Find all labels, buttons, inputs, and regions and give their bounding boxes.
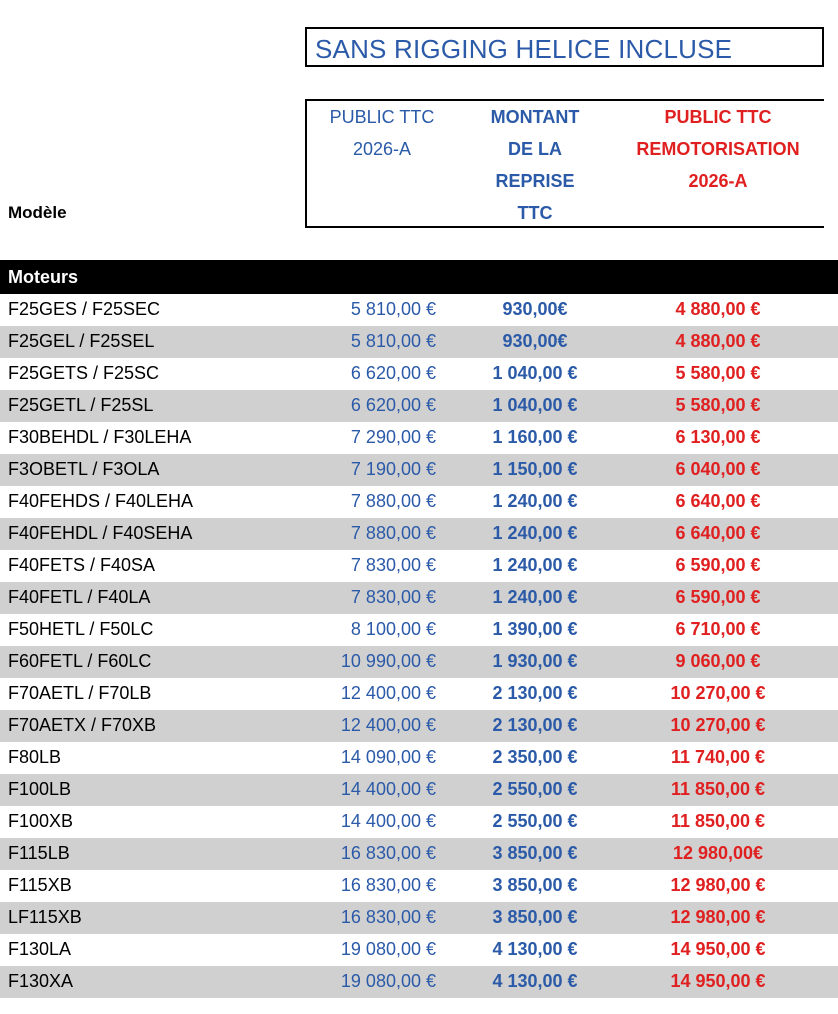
header-reprise-line: DE LA xyxy=(508,139,562,159)
model-cell: F60FETL / F60LC xyxy=(8,651,152,671)
table-row xyxy=(0,614,838,646)
remotorisation-price-cell: 6 040,00 € xyxy=(675,459,761,479)
reprise-amount-cell: 4 130,00 € xyxy=(492,939,578,959)
table-row xyxy=(0,742,838,774)
model-cell: F40FEHDL / F40SEHA xyxy=(8,523,193,543)
reprise-amount-cell: 2 550,00 € xyxy=(492,779,578,799)
remotorisation-price-cell: 11 850,00 € xyxy=(670,811,766,831)
remotorisation-price-cell: 5 580,00 € xyxy=(675,395,761,415)
remotorisation-price-cell: 6 590,00 € xyxy=(675,555,761,575)
table-row xyxy=(0,582,838,614)
public-price-cell: 7 880,00 € xyxy=(350,523,436,543)
model-cell: F25GEL / F25SEL xyxy=(8,331,155,351)
public-price-cell: 8 100,00 € xyxy=(350,619,436,639)
model-cell: F100XB xyxy=(8,811,74,831)
public-price-cell: 7 880,00 € xyxy=(350,491,436,511)
model-cell: F25GETS / F25SC xyxy=(8,363,160,383)
table-row xyxy=(0,710,838,742)
remotorisation-price-cell: 10 270,00 € xyxy=(670,715,766,735)
public-price-cell: 16 830,00 € xyxy=(340,875,436,895)
remotorisation-price-cell: 6 640,00 € xyxy=(675,523,761,543)
reprise-amount-cell: 2 350,00 € xyxy=(492,747,578,767)
table-row xyxy=(0,550,838,582)
public-price-cell: 12 400,00 € xyxy=(340,683,436,703)
reprise-amount-cell: 2 130,00 € xyxy=(492,683,578,703)
public-price-cell: 6 620,00 € xyxy=(350,363,436,383)
reprise-amount-cell: 1 930,00 € xyxy=(492,651,578,671)
remotorisation-price-cell: 9 060,00 € xyxy=(675,651,761,671)
public-price-cell: 7 190,00 € xyxy=(350,459,436,479)
header-public-line: PUBLIC TTC xyxy=(329,107,435,127)
table-row xyxy=(0,294,838,326)
public-price-cell: 19 080,00 € xyxy=(340,971,436,991)
header-remot-line: REMOTORISATION xyxy=(636,139,800,159)
model-cell: F100LB xyxy=(8,779,72,799)
model-cell: F25GES / F25SEC xyxy=(8,299,161,319)
section-title: Moteurs xyxy=(8,267,79,287)
model-cell: F70AETL / F70LB xyxy=(8,683,152,703)
reprise-amount-cell: 930,00€ xyxy=(502,299,568,319)
reprise-amount-cell: 930,00€ xyxy=(502,331,568,351)
model-cell: F50HETL / F50LC xyxy=(8,619,154,639)
model-cell: F40FETS / F40SA xyxy=(8,555,156,575)
reprise-amount-cell: 1 040,00 € xyxy=(492,395,578,415)
header-reprise-line: TTC xyxy=(517,203,553,223)
public-price-cell: 14 090,00 € xyxy=(340,747,436,767)
remotorisation-price-cell: 6 710,00 € xyxy=(675,619,761,639)
reprise-amount-cell: 3 850,00 € xyxy=(492,843,578,863)
public-price-cell: 14 400,00 € xyxy=(340,811,436,831)
public-price-cell: 16 830,00 € xyxy=(340,843,436,863)
public-price-cell: 19 080,00 € xyxy=(340,939,436,959)
modele-header: Modèle xyxy=(8,203,67,222)
remotorisation-price-cell: 12 980,00 € xyxy=(670,907,766,927)
reprise-amount-cell: 3 850,00 € xyxy=(492,907,578,927)
table-row xyxy=(0,902,838,934)
reprise-amount-cell: 1 240,00 € xyxy=(492,587,578,607)
table-row xyxy=(0,806,838,838)
reprise-amount-cell: 1 240,00 € xyxy=(492,523,578,543)
remotorisation-price-cell: 11 850,00 € xyxy=(670,779,766,799)
reprise-amount-cell: 4 130,00 € xyxy=(492,971,578,991)
remotorisation-price-cell: 12 980,00 € xyxy=(670,875,766,895)
model-cell: F30BEHDL / F30LEHA xyxy=(8,427,192,447)
reprise-amount-cell: 2 130,00 € xyxy=(492,715,578,735)
public-price-cell: 7 290,00 € xyxy=(350,427,436,447)
reprise-amount-cell: 2 550,00 € xyxy=(492,811,578,831)
remotorisation-price-cell: 6 130,00 € xyxy=(675,427,761,447)
header-reprise-line: MONTANT xyxy=(490,107,580,127)
reprise-amount-cell: 1 160,00 € xyxy=(492,427,578,447)
header-remot-line: PUBLIC TTC xyxy=(664,107,772,127)
public-price-cell: 5 810,00 € xyxy=(350,299,436,319)
remotorisation-price-cell: 6 640,00 € xyxy=(675,491,761,511)
remotorisation-price-cell: 12 980,00€ xyxy=(672,843,764,863)
header-public-ttc xyxy=(307,101,457,165)
public-price-cell: 12 400,00 € xyxy=(340,715,436,735)
header-montant-reprise xyxy=(460,101,610,229)
remotorisation-price-cell: 14 950,00 € xyxy=(670,939,766,959)
table-row xyxy=(0,518,838,550)
table-row xyxy=(0,358,838,390)
public-price-cell: 5 810,00 € xyxy=(350,331,436,351)
public-price-cell: 14 400,00 € xyxy=(340,779,436,799)
remotorisation-price-cell: 10 270,00 € xyxy=(670,683,766,703)
model-cell: F130XA xyxy=(8,971,74,991)
remotorisation-price-cell: 6 590,00 € xyxy=(675,587,761,607)
public-price-cell: 16 830,00 € xyxy=(340,907,436,927)
reprise-amount-cell: 1 040,00 € xyxy=(492,363,578,383)
reprise-amount-cell: 1 240,00 € xyxy=(492,491,578,511)
table-row xyxy=(0,454,838,486)
table-row xyxy=(0,966,838,998)
remotorisation-price-cell: 11 740,00 € xyxy=(670,747,766,767)
remotorisation-price-cell: 5 580,00 € xyxy=(675,363,761,383)
banner-title: SANS RIGGING HELICE INCLUSE xyxy=(315,34,733,64)
model-cell: F25GETL / F25SL xyxy=(8,395,154,415)
model-cell: LF115XB xyxy=(8,907,82,927)
model-cell: F115LB xyxy=(8,843,70,863)
table-row xyxy=(0,838,838,870)
reprise-amount-cell: 1 150,00 € xyxy=(492,459,578,479)
table-row xyxy=(0,678,838,710)
public-price-cell: 7 830,00 € xyxy=(350,555,436,575)
table-row xyxy=(0,390,838,422)
reprise-amount-cell: 1 390,00 € xyxy=(492,619,578,639)
table-row xyxy=(0,326,838,358)
reprise-amount-cell: 1 240,00 € xyxy=(492,555,578,575)
model-cell: F3OBETL / F3OLA xyxy=(8,459,160,479)
reprise-amount-cell: 3 850,00 € xyxy=(492,875,578,895)
remotorisation-price-cell: 4 880,00 € xyxy=(675,299,761,319)
table-row xyxy=(0,646,838,678)
table-row xyxy=(0,870,838,902)
model-cell: F80LB xyxy=(8,747,62,767)
model-cell: F70AETX / F70XB xyxy=(8,715,157,735)
table-row xyxy=(0,774,838,806)
model-cell: F40FEHDS / F40LEHA xyxy=(8,491,194,511)
public-price-cell: 7 830,00 € xyxy=(350,587,436,607)
remotorisation-price-cell: 14 950,00 € xyxy=(670,971,766,991)
model-cell: F130LA xyxy=(8,939,72,959)
remotorisation-price-cell: 4 880,00 € xyxy=(675,331,761,351)
table-row xyxy=(0,486,838,518)
public-price-cell: 6 620,00 € xyxy=(350,395,436,415)
header-remot-line: 2026-A xyxy=(688,171,748,191)
model-cell: F40FETL / F40LA xyxy=(8,587,151,607)
header-reprise-line: REPRISE xyxy=(495,171,575,191)
public-price-cell: 10 990,00 € xyxy=(340,651,436,671)
table-row xyxy=(0,934,838,966)
table-row xyxy=(0,422,838,454)
section-band xyxy=(0,260,838,294)
price-table xyxy=(0,294,838,998)
model-cell: F115XB xyxy=(8,875,72,895)
header-remotorisation xyxy=(610,101,826,197)
header-public-line: 2026-A xyxy=(352,139,412,159)
banner-box xyxy=(305,27,824,67)
